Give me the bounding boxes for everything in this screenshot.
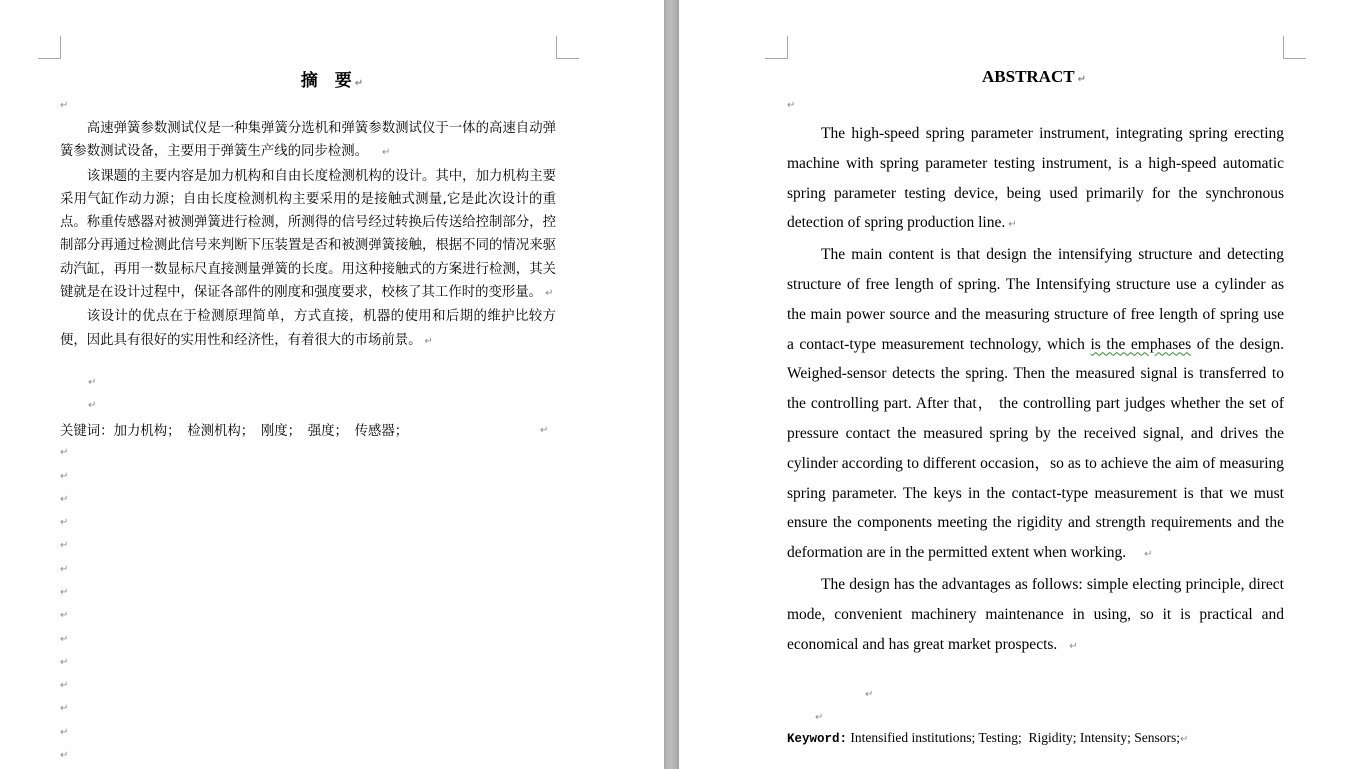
paragraph-mark: ↵ [60, 680, 69, 691]
keywords-label: 关键词： [60, 424, 114, 439]
paragraph-mark: ↵ [88, 400, 97, 411]
crop-mark-top-right [556, 36, 579, 59]
paragraph-mark: ↵ [60, 517, 69, 528]
paragraph-mark: ↵ [60, 100, 69, 111]
paragraph-mark: ↵ [60, 447, 69, 458]
paragraph-mark: ↵ [60, 634, 69, 645]
keywords-value: 加力机构； 检测机构； 刚度； 强度； 传感器； [113, 424, 409, 439]
paragraph-mark: ↵ [60, 494, 69, 505]
paragraph-mark: ↵ [540, 425, 549, 436]
paragraph-mark: ↵ [787, 100, 796, 111]
document-page-english-abstract[interactable] [679, 0, 1363, 769]
paragraph-mark: ↵ [60, 703, 69, 714]
document-page-chinese-abstract[interactable] [0, 0, 664, 769]
keywords-line [60, 420, 408, 439]
keywords-value: Intensified institutions; Testing; Rigidity; Intensity; Sensors; [847, 730, 1180, 745]
grammar-check-underline[interactable]: is the emphases [1090, 335, 1192, 353]
page-title: 摘 要 ↵ [300, 71, 364, 91]
paragraph-mark: ↵ [60, 540, 69, 551]
abstract-body[interactable] [787, 119, 1284, 661]
paragraph: 高速弹簧参数测试仪是一种集弹簧分选机和弹簧参数测试仪于一体的高速自动弹簧参数测试设备，主要用于弹簧生产线的同步检测。 ↵ [60, 121, 556, 160]
crop-mark-top-left [765, 36, 788, 59]
paragraph-mark: ↵ [815, 712, 824, 723]
crop-mark-top-right [1283, 36, 1306, 59]
paragraph-mark: ↵ [60, 587, 69, 598]
abstract-body[interactable] [60, 117, 556, 353]
keywords-label: Keyword: [787, 732, 848, 746]
paragraph: The main content is that design the intensifying structure and detecting structure of free length of spring. The Intensifying structure use a cylinder as the main power source and the measuring structure of free length of spring use a contact-type measurement technology, which is the emphases of the design. Weighed-sensor detects the spring. Then the measured signal is transferred to the controlling part. After that， the controlling part judges whether the set of pressure contact the measured spring by the received signal, and drives the cylinder according to different occasion，so as to achieve the aim of measuring spring parameter. The keys in the contact-type measurement is that we must ensure the components meeting the rigidity and strength requirements and the deformation are in the permitted extent when working. ↵ [787, 246, 1284, 562]
paragraph: 该设计的优点在于检测原理简单，方式直接，机器的使用和后期的维护比较方便，因此具有很好的实用性和经济性，有着很大的市场前景。 ↵ [60, 309, 556, 348]
crop-mark-top-left [38, 36, 61, 59]
paragraph-mark: ↵ [60, 657, 69, 668]
paragraph-mark: ↵ [60, 727, 69, 738]
paragraph-mark: ↵ [88, 377, 97, 388]
paragraph-mark: ↵ [60, 610, 69, 621]
page-gutter [664, 0, 679, 769]
paragraph-mark: ↵ [60, 564, 69, 575]
keywords-line: Keyword: Intensified institutions; Testing; Rigidity; Intensity; Sensors;↵ [787, 730, 1189, 746]
paragraph-mark: ↵ [865, 689, 874, 700]
paragraph: 该课题的主要内容是加力机构和自由长度检测机构的设计。其中，加力机构主要采用气缸作动力源；自由长度检测机构主要采用的是接触式测量,它是此次设计的重点。称重传感器对被测弹簧进行检测，所测得的信号经过转换后传送给控制部分，控制部分再通过检测此信号来判断下压装置是否和被测弹簧接触，根据不同的情况来驱动汽缸，再用一数显标尺直接测量弹簧的长度。用这种接触式的方案进行检测，其关键就是在设计过程中，保证各部件的刚度和强度要求，校核了其工作时的变形量。 ↵ [60, 168, 556, 301]
paragraph: The design has the advantages as follows: simple electing principle, direct mode, convenient machinery maintenance in using, so it is practical and economical and has great market prospects. ↵ [787, 575, 1284, 653]
paragraph: The high-speed spring parameter instrument, integrating spring erecting machine with spring parameter testing instrument, is a high-speed automatic spring parameter testing device, being used primarily for the synchronous detection of spring production line. ↵ [787, 125, 1284, 232]
paragraph-mark: ↵ [60, 471, 69, 482]
page-title: ABSTRACT ↵ [982, 67, 1086, 86]
paragraph-mark: ↵ [60, 750, 69, 761]
